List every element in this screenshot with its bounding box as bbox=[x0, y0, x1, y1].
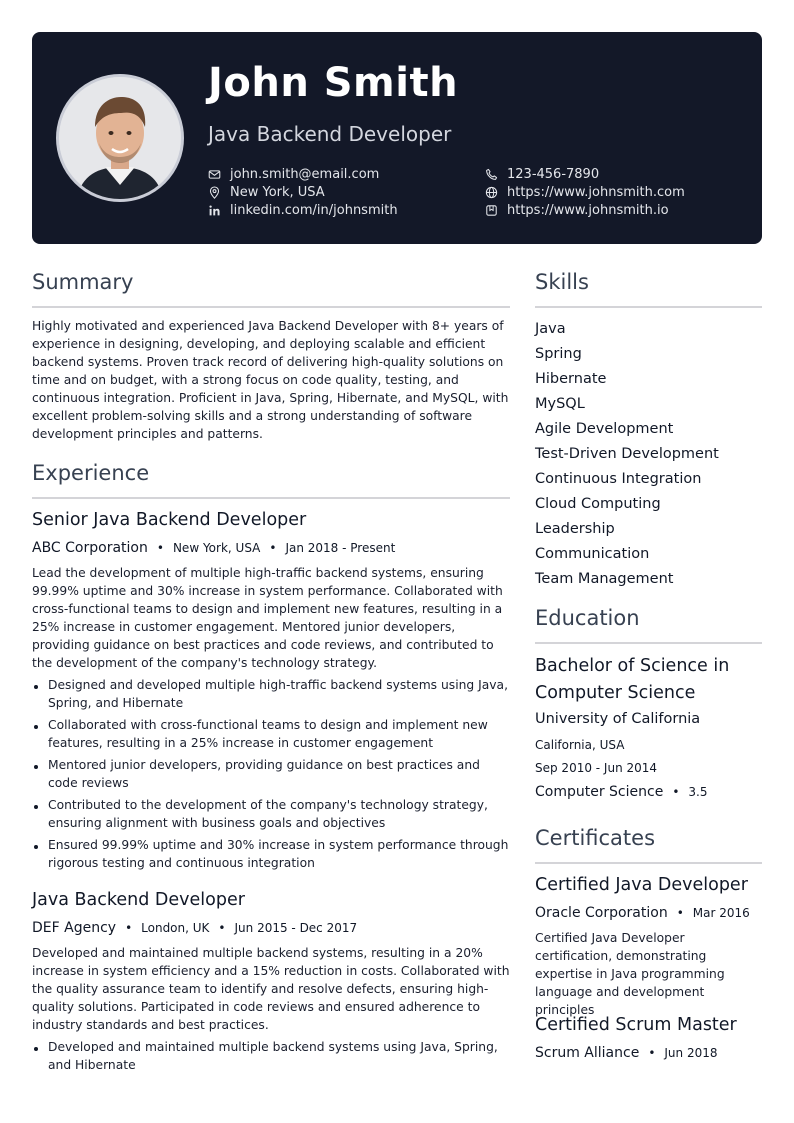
education-gpa: 3.5 bbox=[688, 785, 708, 799]
list-item: Ensured 99.99% uptime and 30% increase in system performance through rigorous testing and continuous integration bbox=[32, 836, 510, 872]
linkedin-text: linkedin.com/in/johnsmith bbox=[230, 202, 398, 218]
certificates-divider bbox=[535, 862, 762, 864]
education-divider bbox=[535, 642, 762, 644]
education-field: Computer Science bbox=[535, 784, 664, 800]
skill-item: Agile Development bbox=[535, 421, 674, 437]
certificate-date: Jun 2018 bbox=[664, 1046, 718, 1060]
job-location: London, UK bbox=[141, 921, 210, 935]
contact-location bbox=[208, 183, 325, 201]
skills-list bbox=[535, 317, 719, 592]
education-degree: Bachelor of Science in Computer Science bbox=[535, 656, 730, 703]
experience-divider bbox=[32, 497, 510, 499]
certificate-description: Certified Java Developer certification, demonstrating expertise in Java programming language and development principles bbox=[535, 931, 725, 1017]
separator-dot: • bbox=[125, 921, 133, 935]
experience-heading: Experience bbox=[32, 461, 150, 485]
candidate-role: Java Backend Developer bbox=[208, 122, 452, 146]
certificates-heading: Certificates bbox=[535, 826, 656, 850]
contact-email[interactable] bbox=[208, 165, 379, 183]
certificate-meta bbox=[535, 905, 750, 921]
certificate-name: Certified Java Developer bbox=[535, 875, 748, 895]
profile-photo-illustration bbox=[59, 77, 181, 199]
separator-dot: • bbox=[676, 906, 684, 920]
skill-item: Communication bbox=[535, 546, 650, 562]
profile-photo bbox=[56, 74, 184, 202]
education-meta bbox=[535, 784, 708, 800]
contact-linkedin[interactable] bbox=[208, 201, 398, 219]
certificate-date: Mar 2016 bbox=[692, 906, 750, 920]
separator-dot: • bbox=[648, 1046, 656, 1060]
linkedin-icon bbox=[208, 204, 221, 217]
contact-phone[interactable] bbox=[485, 165, 599, 183]
location-pin-icon bbox=[208, 186, 221, 199]
list-item: Mentored junior developers, providing guidance on best practices and code reviews bbox=[32, 756, 510, 792]
education-heading: Education bbox=[535, 606, 640, 630]
job-title: Senior Java Backend Developer bbox=[32, 510, 307, 530]
globe-icon bbox=[485, 186, 498, 199]
job-location: New York, USA bbox=[172, 541, 261, 555]
separator-dot: • bbox=[672, 785, 680, 799]
skills-heading: Skills bbox=[535, 270, 589, 294]
job-bullets bbox=[32, 676, 510, 876]
education-dates: Sep 2010 - Jun 2014 bbox=[535, 761, 658, 775]
skill-item: Hibernate bbox=[535, 371, 607, 387]
summary-divider bbox=[32, 306, 510, 308]
candidate-name: John Smith bbox=[208, 60, 459, 106]
skill-item: Continuous Integration bbox=[535, 471, 702, 487]
job-description: Lead the development of multiple high-traffic backend systems, ensuring 99.99% uptime and 30% increase in system performance. Collaborated with cross-functional teams to design and implement new features, resulting in a 25% increase in customer engagement. Mentored junior developers, providing guidance on best practices and code reviews, and contributed to the development of the company's technology strategy. bbox=[32, 566, 503, 670]
portfolio-text: https://www.johnsmith.io bbox=[507, 202, 669, 218]
email-text: john.smith@email.com bbox=[230, 166, 380, 182]
skills-divider bbox=[535, 306, 762, 308]
location-text: New York, USA bbox=[230, 184, 325, 200]
separator-dot: • bbox=[156, 541, 164, 555]
certificate-name: Certified Scrum Master bbox=[535, 1015, 737, 1035]
summary-heading: Summary bbox=[32, 270, 134, 294]
skill-item: Cloud Computing bbox=[535, 496, 661, 512]
education-school: University of California bbox=[535, 711, 701, 727]
certificate-meta bbox=[535, 1045, 718, 1061]
job-title: Java Backend Developer bbox=[32, 890, 245, 910]
skill-item: Spring bbox=[535, 346, 582, 362]
job-dates: Jan 2018 - Present bbox=[285, 541, 396, 555]
list-item: Contributed to the development of the company's technology strategy, ensuring alignment with business goals and objectives bbox=[32, 796, 510, 832]
certificate-issuer: Scrum Alliance bbox=[535, 1045, 640, 1061]
skill-item: Leadership bbox=[535, 521, 615, 537]
job-company: ABC Corporation bbox=[32, 540, 148, 556]
list-item: Developed and maintained multiple backend systems using Java, Spring, and Hibernate bbox=[32, 1038, 510, 1074]
resume-header bbox=[32, 32, 762, 244]
list-item: Designed and developed multiple high-traffic backend systems using Java, Spring, and Hibernate bbox=[32, 676, 510, 712]
skill-item: MySQL bbox=[535, 396, 585, 412]
job-bullets bbox=[32, 1038, 510, 1078]
job-description: Developed and maintained multiple backend systems, resulting in a 20% increase in system efficiency and a 15% reduction in costs. Collaborated with the quality assurance team to identify and resolve defects, ensuring high-quality solutions. Participated in code reviews and ensured adherence to industry standards and best practices. bbox=[32, 946, 510, 1032]
skill-item: Java bbox=[535, 321, 566, 337]
contact-portfolio[interactable] bbox=[485, 201, 669, 219]
list-item: Collaborated with cross-functional teams to design and implement new features, resulting in a 25% increase in customer engagement bbox=[32, 716, 510, 752]
summary-text: Highly motivated and experienced Java Backend Developer with 8+ years of experience in designing, developing, and deploying scalable and efficient backend systems. Proven track record of delivering high-quality solutions on time and on budget, with a strong focus on code quality, testing, and continuous integration. Proficient in Java, Spring, Hibernate, and MySQL, with excellent problem-solving skills and a strong understanding of software development principles and patterns. bbox=[32, 319, 509, 441]
job-meta bbox=[32, 920, 357, 936]
contact-website[interactable] bbox=[485, 183, 685, 201]
skill-item: Team Management bbox=[535, 571, 674, 587]
certificate-issuer: Oracle Corporation bbox=[535, 905, 668, 921]
separator-dot: • bbox=[218, 921, 226, 935]
education-location: California, USA bbox=[535, 738, 625, 752]
phone-text: 123-456-7890 bbox=[507, 166, 600, 182]
skill-item: Test-Driven Development bbox=[535, 446, 719, 462]
job-company: DEF Agency bbox=[32, 920, 117, 936]
job-dates: Jun 2015 - Dec 2017 bbox=[234, 921, 358, 935]
portfolio-icon bbox=[485, 204, 498, 217]
website-text: https://www.johnsmith.com bbox=[507, 184, 685, 200]
job-meta bbox=[32, 540, 395, 556]
phone-icon bbox=[485, 168, 498, 181]
separator-dot: • bbox=[269, 541, 277, 555]
mail-icon bbox=[208, 168, 221, 181]
